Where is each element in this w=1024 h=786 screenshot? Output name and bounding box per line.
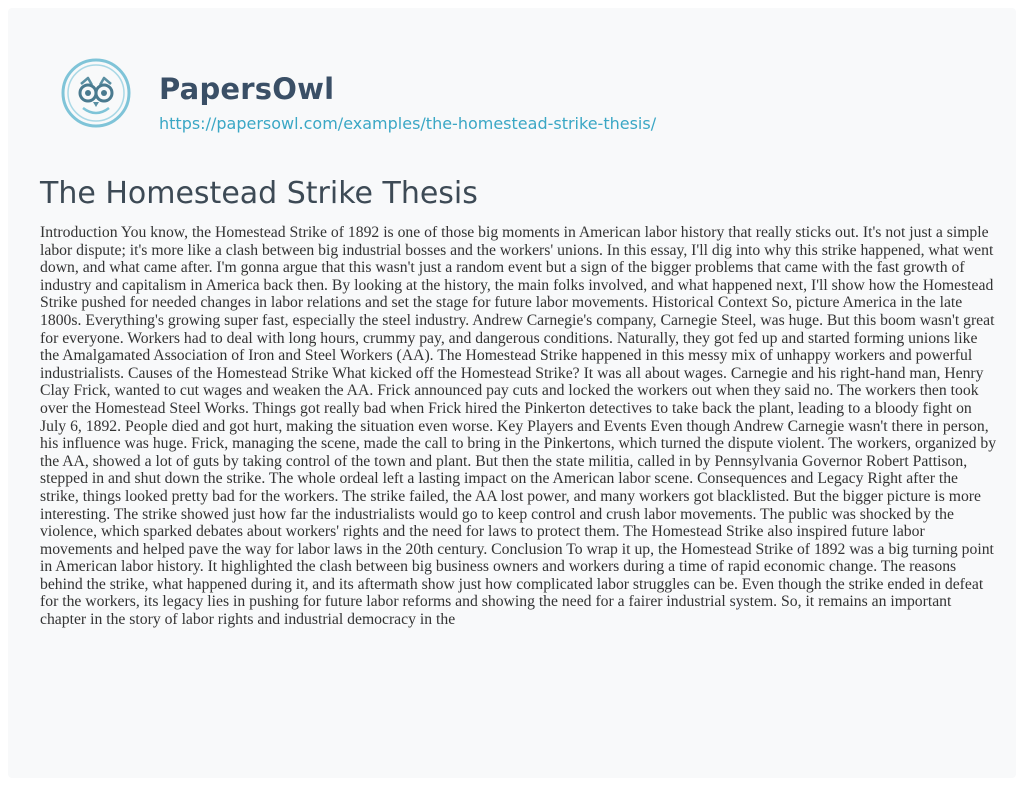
owl-icon <box>61 58 131 128</box>
essay-card <box>8 8 1016 778</box>
essay-body: Introduction You know, the Homestead Strike of 1892 is one of those big moments in American labor history that really sticks out. It's not just a simple labor dispute; it's more like a clash between big industrial bosses and the workers' unions. In this essay, I'll dig into why this strike happened, what went down, and what came after. I'm gonna argue that this wasn't just a random event but a sign of the bigger problems that came with the fast growth of industry and capitalism in America back then. By looking at the history, the main folks involved, and what happened next, I'll show how the Homestead Strike pushed for needed changes in labor relations and set the stage for future labor movements. Historical Context So, picture America in the late 1800s. Everything's growing super fast, especially the steel industry. Andrew Carnegie's company, Carnegie Steel, was huge. But this boom wasn't great for everyone. Workers had to deal with long hours, crummy pay, and dangerous conditions. Naturally, they got fed up and started forming unions like the Amalgamated Association of Iron and Steel Workers (AA). The Homestead Strike happened in this messy mix of unhappy workers and powerful industrialists. Causes of the Homestead Strike What kicked off the Homestead Strike? It was all about wages. Carnegie and his right-hand man, Henry Clay Frick, wanted to cut wages and weaken the AA. Frick announced pay cuts and locked the workers out when they said no. The workers then took over the Homestead Steel Works. Things got really bad when Frick hired the Pinkerton detectives to take back the plant, leading to a bloody fight on July 6, 1892. People died and got hurt, making the situation even worse. Key Players and Events Even though Andrew Carnegie wasn't there in person, his influence was huge. Frick, managing the scene, made the call to bring in the Pinkertons, which turned the dispute violent. The workers, organized by the AA, showed a lot of guts by taking control of the town and plant. But then the state militia, called in by Pennsylvania Governor Robert Pattison, stepped in and shut down the strike. The whole ordeal left a lasting impact on the American labor scene. Consequences and Legacy Right after the strike, things looked pretty bad for the workers. The strike failed, the AA lost power, and many workers got blacklisted. But the bigger picture is more interesting. The strike showed just how far the industrialists would go to keep control and crush labor movements. The public was shocked by the violence, which sparked debates about workers' rights and the need for laws to protect them. The Homestead Strike also inspired future labor movements and helped pave the way for labor laws in the 20th century. Conclusion To wrap it up, the Homestead Strike of 1892 was a big turning point in American labor history. It highlighted the clash between big business owners and workers during a time of rapid economic change. The reasons behind the strike, what happened during it, and its aftermath show just how complicated labor struggles can be. Even though the strike ended in defeat for the workers, its legacy lies in pushing for future labor reforms and showing the need for a fairer industrial system. So, it remains an important chapter in the story of labor rights and industrial democracy in the <box>40 224 997 629</box>
essay-title: The Homestead Strike Thesis <box>40 176 478 211</box>
page-url[interactable]: https://papersowl.com/examples/the-homestead-strike-thesis/ <box>159 114 657 133</box>
site-name: PapersOwl <box>159 72 335 106</box>
